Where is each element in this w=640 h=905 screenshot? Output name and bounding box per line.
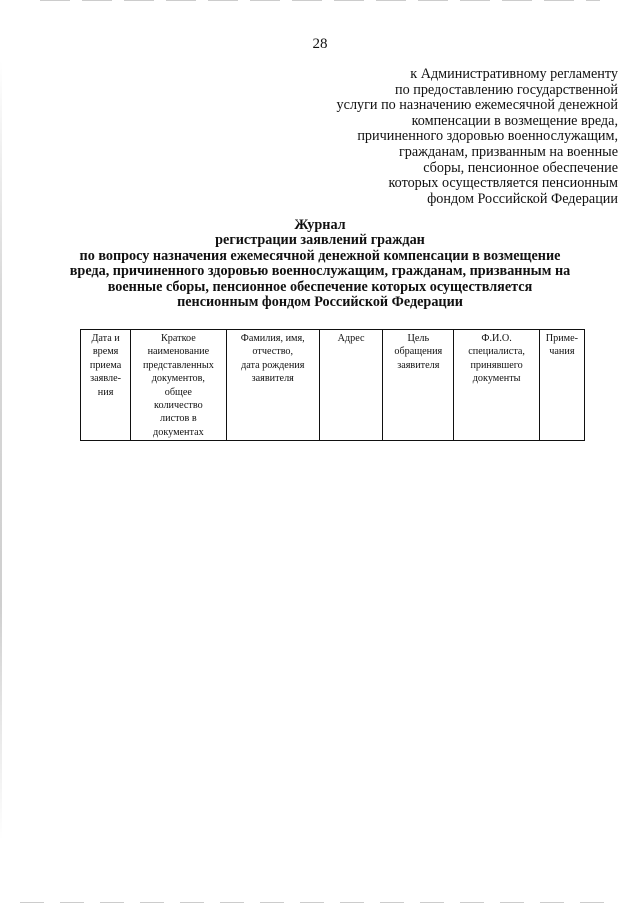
- header-line: время: [92, 346, 119, 358]
- header-line: листов в: [160, 413, 197, 425]
- annex-line: причиненного здоровью военнослужащим,: [357, 128, 618, 145]
- header-line: документах: [153, 426, 204, 438]
- header-line: приема: [89, 359, 122, 371]
- annex-line: сборы, пенсионное обеспечение: [423, 159, 618, 176]
- page-number: 28: [312, 36, 328, 52]
- journal-title-line: Журнал: [294, 217, 346, 233]
- journal-title: [40, 218, 600, 310]
- header-line: заявле-: [90, 373, 122, 385]
- annex-line: гражданам, призванным на военные: [398, 143, 618, 160]
- registration-journal-table: [80, 329, 585, 441]
- header-line: представленных: [142, 359, 214, 371]
- header-line: Краткое: [160, 333, 196, 344]
- header-line: заявителя: [397, 359, 440, 371]
- journal-title-line: военные сборы, пенсионное обеспечение которых осуществляется: [107, 278, 533, 295]
- header-line: обращения: [394, 346, 443, 358]
- journal-title-line: вреда, причиненного здоровью военнослужащим, гражданам, призванным на: [69, 263, 571, 280]
- header-line: принявшего: [470, 359, 523, 371]
- header-line: чания: [549, 346, 575, 358]
- header-line: общее: [164, 386, 192, 398]
- annex-line: услуги по назначению ежемесячной денежной: [336, 97, 618, 114]
- header-line: Цель: [407, 333, 430, 344]
- header-cell-notes: [539, 330, 584, 441]
- journal-title-line: регистрации заявлений граждан: [215, 232, 425, 249]
- header-line: ния: [97, 386, 114, 398]
- header-cell-specialist: [454, 330, 539, 441]
- annex-line: фондом Российской Федерации: [427, 190, 618, 207]
- annex-reference: [288, 67, 618, 207]
- header-cell-purpose: [383, 330, 454, 441]
- annex-line: по предоставлению государственной: [395, 81, 618, 98]
- scan-edge-top: [40, 0, 600, 1]
- scan-edge-left: [0, 60, 2, 840]
- header-line: Приме-: [545, 333, 579, 344]
- header-cell-documents: [131, 330, 226, 441]
- header-line: Ф.И.О.: [481, 333, 512, 344]
- header-cell-applicant-name: [226, 330, 319, 441]
- header-line: количество: [154, 400, 203, 412]
- header-line: документов,: [151, 373, 205, 385]
- table-header-row: [81, 330, 585, 441]
- header-line: Дата и: [91, 333, 120, 344]
- annex-line: компенсации в возмещение вреда,: [411, 112, 618, 129]
- header-cell-date-time: [81, 330, 131, 441]
- journal-title-line: пенсионным фондом Российской Федерации: [177, 294, 463, 311]
- header-line: Фамилия, имя,: [240, 333, 305, 344]
- header-line: специалиста,: [468, 346, 525, 358]
- journal-title-line: по вопросу назначения ежемесячной денежной компенсации в возмещение: [79, 247, 561, 264]
- scan-edge-bottom: [20, 902, 620, 903]
- header-cell-address: [319, 330, 382, 441]
- annex-line: которых осуществляется пенсионным: [388, 175, 618, 192]
- header-line: наименование: [147, 346, 210, 358]
- header-line: документы: [472, 373, 521, 385]
- header-line: отчество,: [252, 346, 294, 358]
- header-line: заявителя: [251, 373, 294, 385]
- header-line: дата рождения: [241, 359, 305, 371]
- annex-line: к Административному регламенту: [410, 66, 618, 82]
- header-line: Адрес: [337, 333, 365, 344]
